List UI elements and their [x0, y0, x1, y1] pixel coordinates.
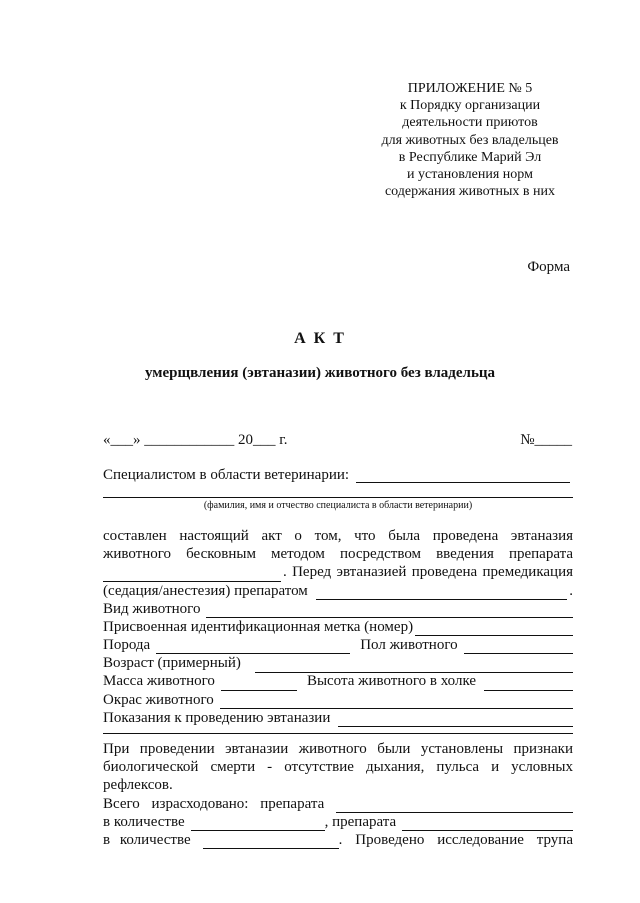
field-label: в количестве [103, 813, 185, 830]
field-label: Присвоенная идентификационная метка (номер) [103, 618, 414, 635]
field-row [103, 618, 573, 636]
paragraph-row [103, 563, 573, 581]
paragraph-line: При проведении эвтаназии животного были установлены признаки [103, 741, 573, 757]
sex-blank [464, 640, 573, 654]
specialist-name-blank [103, 497, 573, 498]
paragraph-text: . Перед эвтаназией проведена премедикация [283, 564, 573, 581]
drug-blank [103, 568, 281, 582]
indications-blank [338, 713, 573, 727]
paragraph-text: . Проведено исследование трупа [338, 831, 573, 848]
qty2-blank [203, 835, 339, 849]
field-row [103, 709, 573, 727]
field-label: Порода [103, 637, 151, 654]
number-line: №_____ [520, 432, 572, 448]
field-label: Высота животного в холке [306, 673, 477, 690]
appendix-header [360, 80, 580, 200]
qty1-blank [191, 817, 325, 831]
field-label: , препарата [324, 813, 397, 830]
breed-blank [156, 640, 350, 654]
paragraph-row [103, 582, 573, 600]
paragraph-line: составлен настоящий акт о том, что была проведена эвтаназия [103, 528, 573, 544]
field-label: Всего израсходовано: препарата [103, 795, 325, 812]
age-blank [255, 659, 573, 673]
field-row [103, 654, 573, 672]
appendix-line: в Республике Марий Эл [398, 149, 542, 165]
indications-blank-2 [103, 733, 573, 734]
field-label: Окрас животного [103, 691, 214, 708]
field-row [103, 691, 573, 709]
drug2-blank [402, 817, 573, 831]
field-label: Возраст (примерный) [103, 655, 241, 672]
document-subtitle: умерщвления (эвтаназии) животного без владельца [144, 365, 496, 381]
paragraph-row [103, 776, 573, 794]
weight-blank [221, 677, 297, 691]
document-title: А К Т [294, 330, 346, 347]
id-mark-blank [415, 622, 573, 636]
paragraph-text: рефлексов. [103, 777, 173, 794]
form-label: Форма [527, 259, 570, 275]
act-body [103, 527, 573, 727]
specialist-label: Специалистом в области ветеринарии: [103, 467, 350, 483]
field-row [103, 831, 573, 849]
specialist-caption: (фамилия, имя и отчество специалиста в области ветеринарии) [203, 500, 473, 511]
appendix-line: ПРИЛОЖЕНИЕ № 5 [407, 81, 533, 96]
field-row [103, 636, 573, 654]
field-label: Масса животного [103, 673, 215, 690]
act-body-continued [103, 740, 573, 849]
field-label: (седация/анестезия) препаратом [103, 582, 308, 599]
appendix-line: к Порядку организации [399, 98, 541, 114]
paragraph-line: биологической смерти - отсутствие дыхания, пульса и условных [103, 759, 573, 776]
premedication-blank [316, 586, 567, 600]
height-blank [484, 677, 573, 691]
species-blank [206, 604, 573, 618]
appendix-line: деятельности приютов [402, 115, 538, 131]
date-line: «___» ____________ 20___ г. [103, 432, 288, 448]
field-row [103, 600, 573, 618]
specialist-blank [356, 482, 570, 483]
field-label: Показания к проведению эвтаназии [103, 709, 331, 726]
color-blank [220, 695, 573, 709]
field-label: Пол животного [360, 637, 458, 654]
appendix-line: содержания животных в них [384, 184, 556, 200]
field-row [103, 673, 573, 691]
field-row [103, 795, 573, 813]
appendix-line: для животных без владельцев [381, 132, 559, 148]
paragraph-line: животного бесковным методом посредством введения препарата [103, 546, 573, 563]
field-end: . [569, 582, 573, 599]
field-label: в количестве [103, 831, 191, 848]
drug1-blank [336, 799, 573, 813]
field-label: Вид животного [103, 600, 201, 617]
field-row [103, 813, 573, 831]
appendix-line: и установления норм [407, 167, 533, 183]
